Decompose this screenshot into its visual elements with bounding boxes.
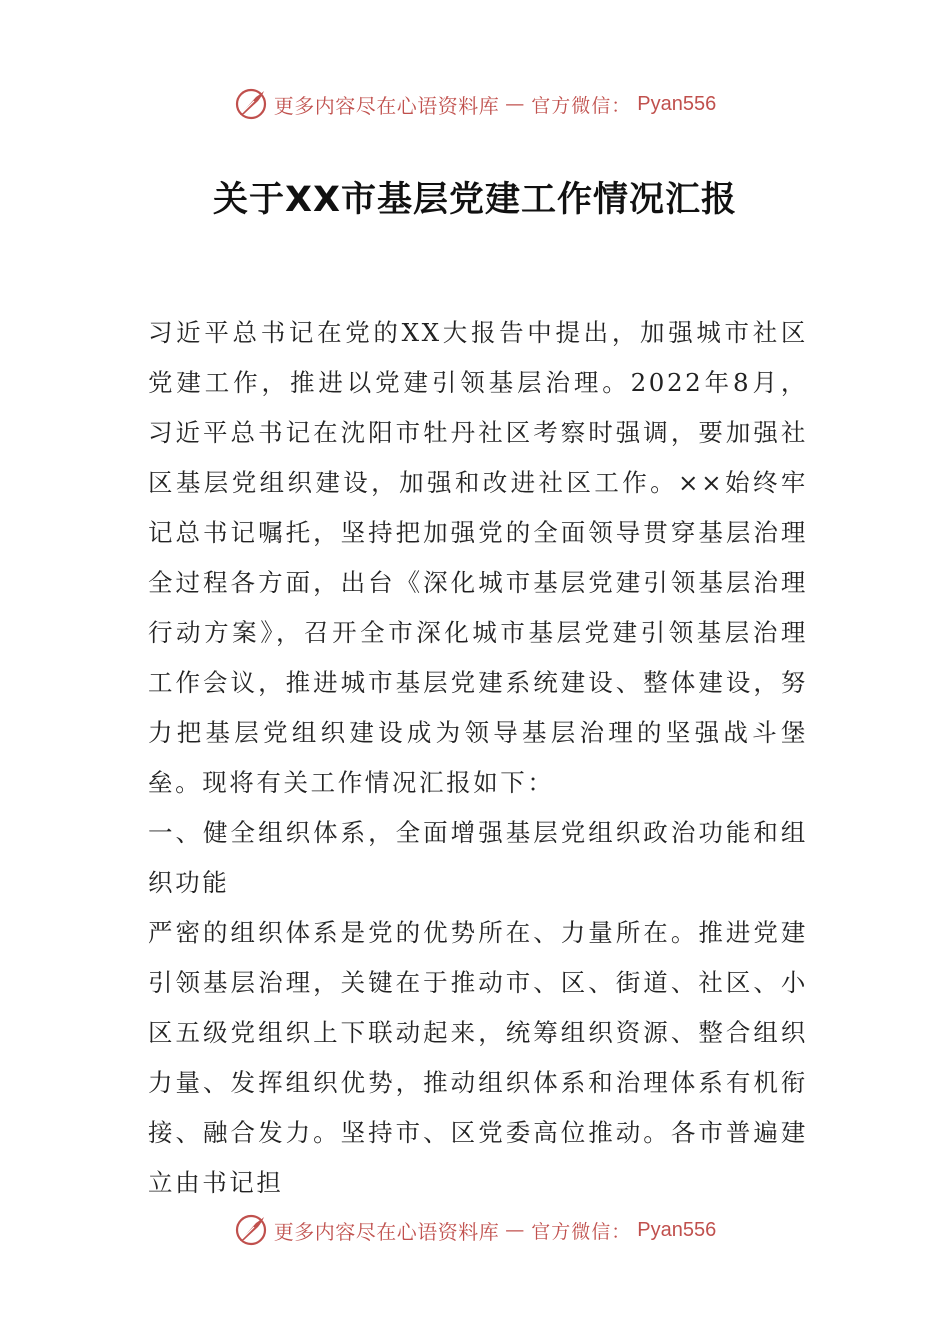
document-body [148,308,808,1208]
section-heading-1: 一、健全组织体系，全面增强基层党组织政治功能和组织功能 [148,818,808,897]
banner-main-text: 更多内容尽在心语资料库 [273,1219,500,1244]
banner-separator: — [505,93,526,115]
document-title: 关于XX市基层党建工作情况汇报 [213,180,737,220]
paragraph-section-1: 严密的组织体系是党的优势所在、力量所在。推进党建引领基层治理，关键在于推动市、区、街道、社区、小区五级党组织上下联动起来，统筹组织资源、整合组织力量、发挥组织优势，推动组织体系和治理体系有机衔接、融合发力。坚持市、区党委高位推动。各市普遍建立由书记担 [148,918,808,1197]
banner-main-text: 更多内容尽在心语资料库 [273,93,500,118]
quill-pen-icon [234,1213,268,1247]
banner-wechat-id: Pyan556 [637,92,717,115]
quill-pen-icon [234,87,268,121]
footer-watermark-banner [0,1208,950,1252]
banner-separator: — [505,1219,526,1241]
banner-sub-text: 官方微信： [531,94,632,117]
header-watermark-banner [0,82,950,126]
paragraph-intro: 习近平总书记在党的XX大报告中提出，加强城市社区党建工作，推进以党建引领基层治理。2022年8月，习近平总书记在沈阳市牡丹社区考察时强调，要加强社区基层党组织建设，加强和改进社区工作。××始终牢记总书记嘱托，坚持把加强党的全面领导贯穿基层治理全过程各方面，出台《深化城市基层党建引领基层治理行动方案》，召开全市深化城市基层党建引领基层治理工作会议，推进城市基层党建系统建设、整体建设，努力把基层党组织建设成为领导基层治理的坚强战斗堡垒。现将有关工作情况汇报如下： [148,318,808,797]
banner-wechat-id: Pyan556 [637,1218,717,1241]
banner-sub-text: 官方微信： [531,1220,632,1243]
